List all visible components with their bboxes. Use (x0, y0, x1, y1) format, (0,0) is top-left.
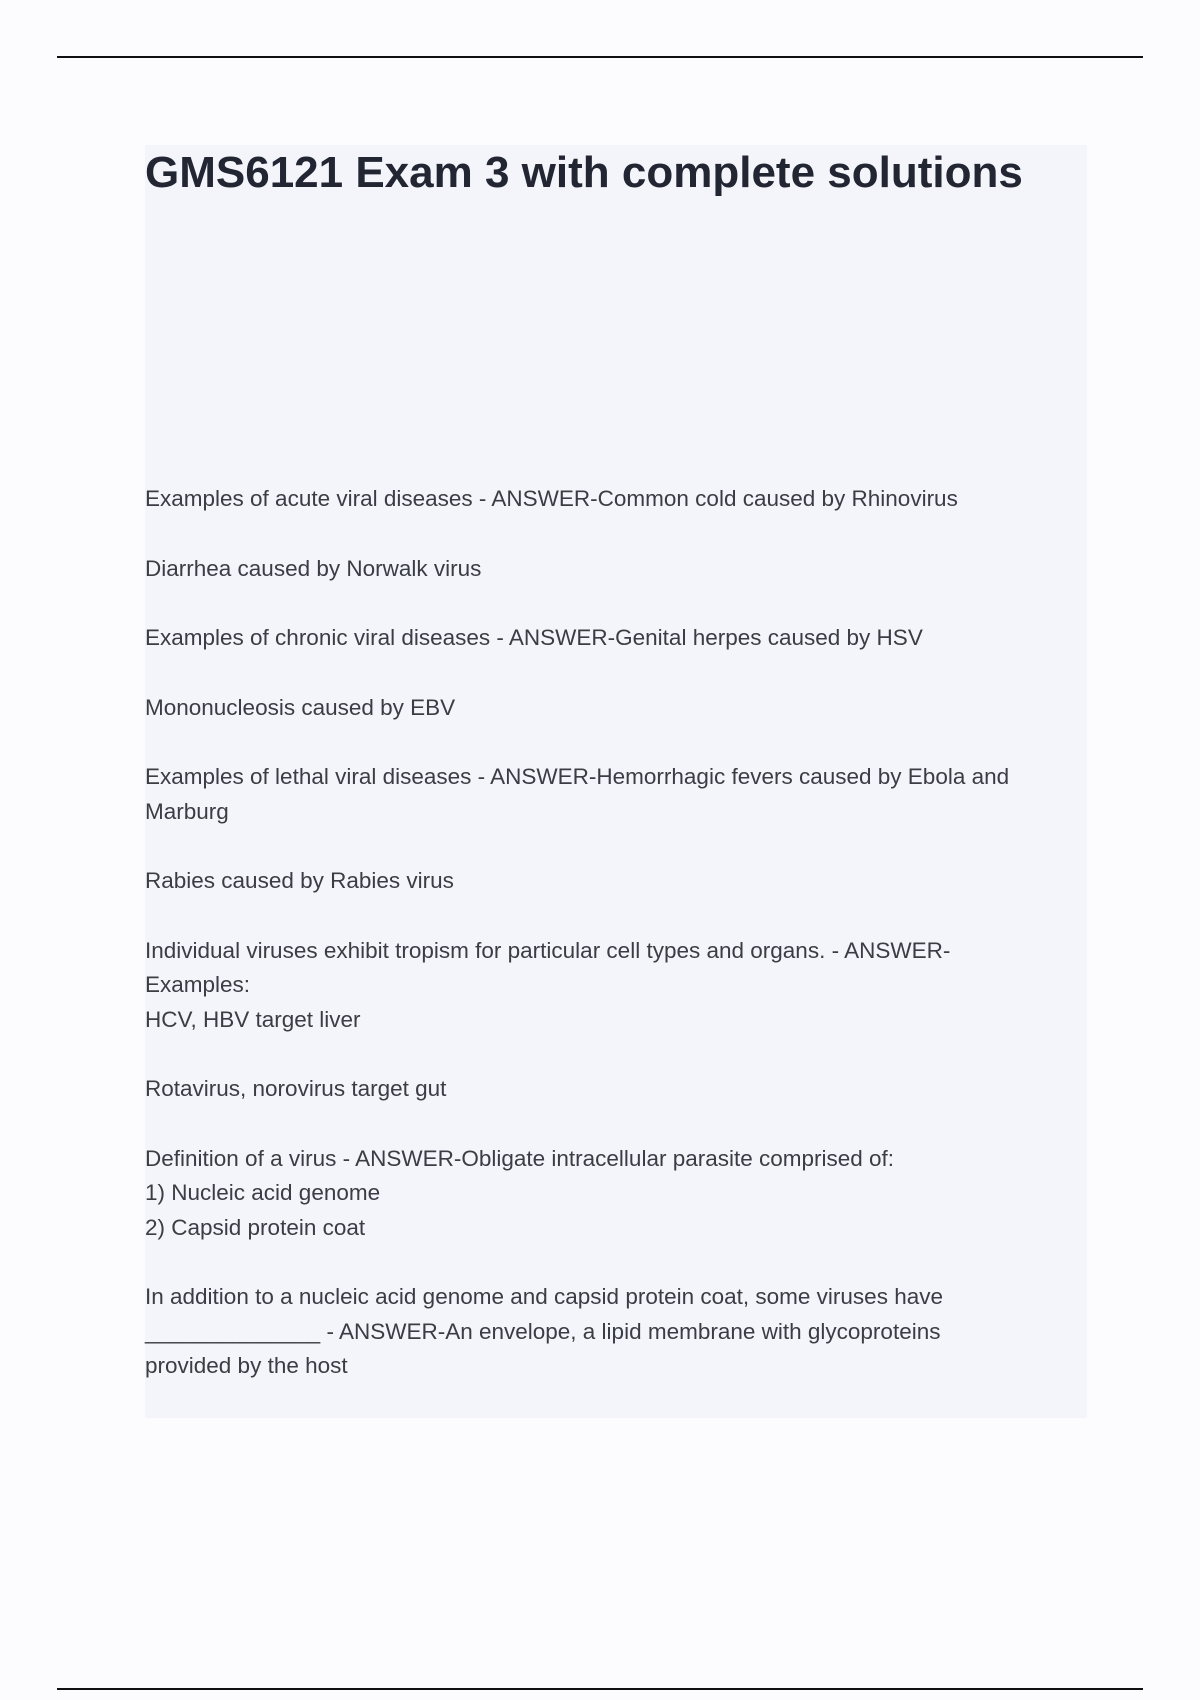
qa-paragraph: Examples of acute viral diseases - ANSWER-Common cold caused by Rhinovirus (145, 486, 958, 511)
qa-paragraph: Examples of lethal viral diseases - ANSWER-Hemorrhagic fevers caused by Ebola and Marburg (145, 764, 1010, 824)
qa-list (145, 482, 1085, 1419)
document-title: GMS6121 Exam 3 with complete solutions (145, 148, 1023, 197)
qa-paragraph: Rabies caused by Rabies virus (145, 868, 454, 893)
footer-rule (57, 1688, 1143, 1690)
qa-paragraph: Mononucleosis caused by EBV (145, 694, 456, 720)
qa-paragraph: Definition of a virus - ANSWER-Obligate intracellular parasite comprised of: 1) Nucleic acid genome 2) Capsid protein coat (145, 1145, 895, 1240)
qa-paragraph: Individual viruses exhibit tropism for particular cell types and organs. - ANSWER- Examples: HCV, HBV target liver (145, 937, 951, 1032)
qa-paragraph: Diarrhea caused by Norwalk virus (145, 555, 482, 581)
qa-paragraph: Examples of chronic viral diseases - ANSWER-Genital herpes caused by HSV (145, 625, 923, 650)
qa-paragraph: In addition to a nucleic acid genome and capsid protein coat, some viruses have ______________ - ANSWER-An envelope, a lipid membrane with glycoproteins provided by the host (145, 1284, 943, 1378)
header-rule (57, 56, 1143, 58)
qa-paragraph: Rotavirus, norovirus target gut (145, 1076, 447, 1101)
